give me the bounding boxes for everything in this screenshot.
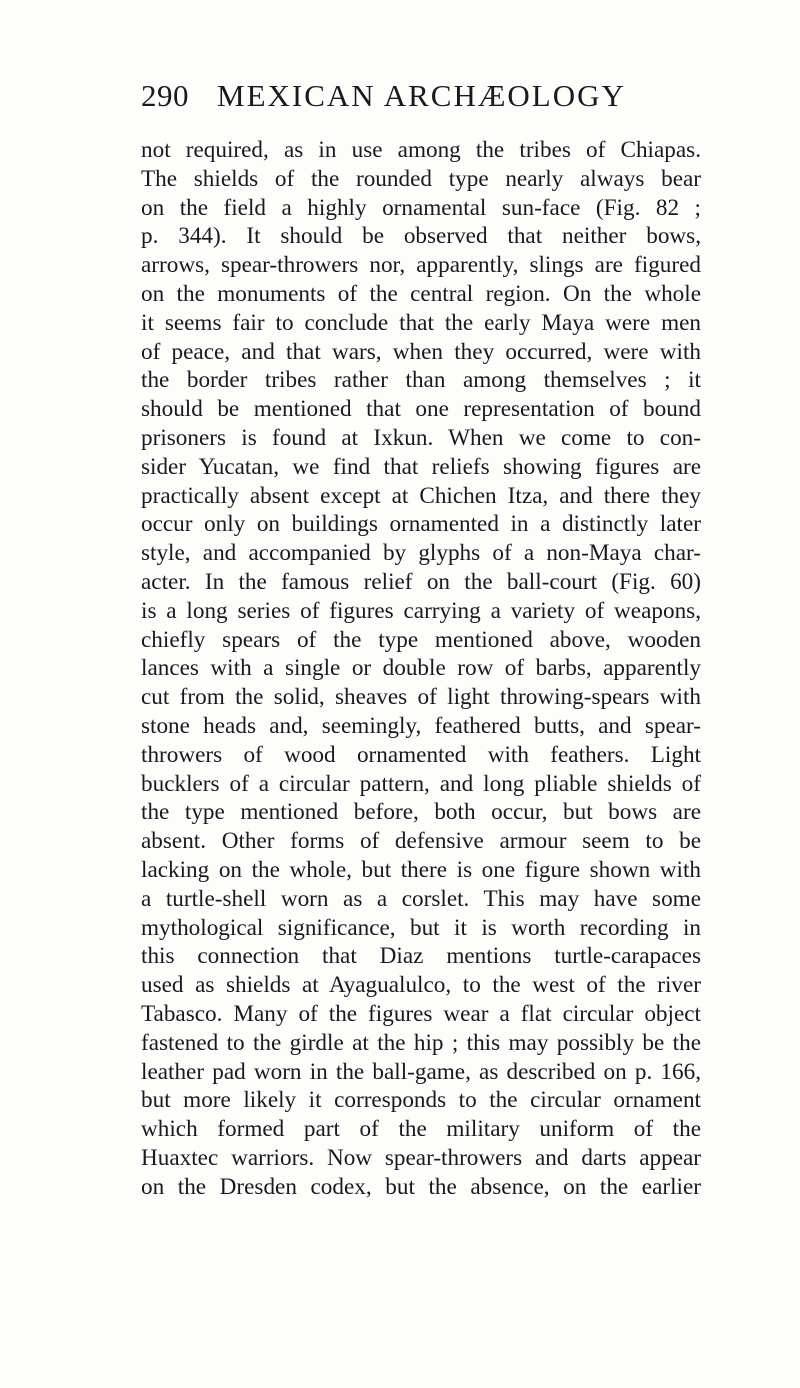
- text-line: not required, as in use among the tribes of Chiapas.: [141, 137, 701, 163]
- running-title: MEXICAN ARCHÆOLOGY: [217, 78, 626, 113]
- text-line: leather pad worn in the ball-game, as described on p. 166,: [141, 1058, 701, 1085]
- page-header: [141, 78, 701, 118]
- text-line: on the field a highly ornamental sun-face (Fig. 82 ;: [141, 194, 701, 221]
- text-line: used as shields at Ayagualulco, to the west of the river: [141, 972, 701, 999]
- text-line: stone heads and, seemingly, feathered butts, and spear-: [141, 712, 701, 739]
- text-line: cut from the solid, sheaves of light throwing-spears with: [141, 684, 701, 711]
- text-line: occur only on buildings ornamented in a distinctly later: [141, 511, 701, 538]
- text-line: prisoners is found at Ixkun. When we come to con-: [141, 424, 701, 451]
- text-line: throwers of wood ornamented with feathers. Light: [141, 741, 701, 768]
- text-line: arrows, spear-throwers nor, apparently, slings are figured: [141, 252, 701, 279]
- text-line: on the monuments of the central region. On the whole: [141, 280, 701, 307]
- text-line: but more likely it corresponds to the circular ornament: [141, 1087, 701, 1114]
- text-line: the type mentioned before, both occur, but bows are: [141, 799, 701, 826]
- text-line: mythological significance, but it is worth recording in: [141, 914, 701, 941]
- text-line: chiefly spears of the type mentioned above, wooden: [141, 626, 701, 653]
- text-line: bucklers of a circular pattern, and long pliable shields of: [141, 770, 701, 797]
- text-line: sider Yucatan, we find that reliefs showing figures are: [141, 453, 701, 480]
- body-text: [141, 136, 701, 1201]
- text-line: The shields of the rounded type nearly always bear: [141, 165, 701, 192]
- text-line: acter. In the famous relief on the ball-court (Fig. 60): [141, 568, 701, 595]
- text-line: fastened to the girdle at the hip ; this may possibly be the: [141, 1029, 701, 1056]
- text-line: should be mentioned that one representation of bound: [141, 396, 701, 423]
- text-line: lances with a single or double row of barbs, apparently: [141, 655, 701, 682]
- text-line: practically absent except at Chichen Itza, and there they: [141, 482, 701, 509]
- text-line: lacking on the whole, but there is one figure shown with: [141, 856, 701, 883]
- page-number: 290: [141, 78, 189, 113]
- text-line: a turtle-shell worn as a corslet. This may have some: [141, 885, 701, 912]
- text-line: on the Dresden codex, but the absence, on the earlier: [141, 1173, 701, 1200]
- text-line: which formed part of the military uniform of the: [141, 1116, 701, 1143]
- text-line: the border tribes rather than among themselves ; it: [141, 367, 701, 394]
- text-line: style, and accompanied by glyphs of a non-Maya char-: [141, 540, 701, 567]
- text-line: it seems fair to conclude that the early Maya were men: [141, 309, 701, 336]
- text-line: of peace, and that wars, when they occurred, were with: [141, 338, 701, 365]
- text-line: Huaxtec warriors. Now spear-throwers and darts appear: [141, 1144, 701, 1171]
- text-line: is a long series of figures carrying a variety of weapons,: [141, 597, 701, 624]
- text-line: absent. Other forms of defensive armour seem to be: [141, 828, 701, 855]
- text-line: this connection that Diaz mentions turtle-carapaces: [141, 943, 701, 970]
- text-line: Tabasco. Many of the figures wear a flat circular object: [141, 1000, 701, 1027]
- text-line: p. 344). It should be observed that neither bows,: [141, 223, 701, 250]
